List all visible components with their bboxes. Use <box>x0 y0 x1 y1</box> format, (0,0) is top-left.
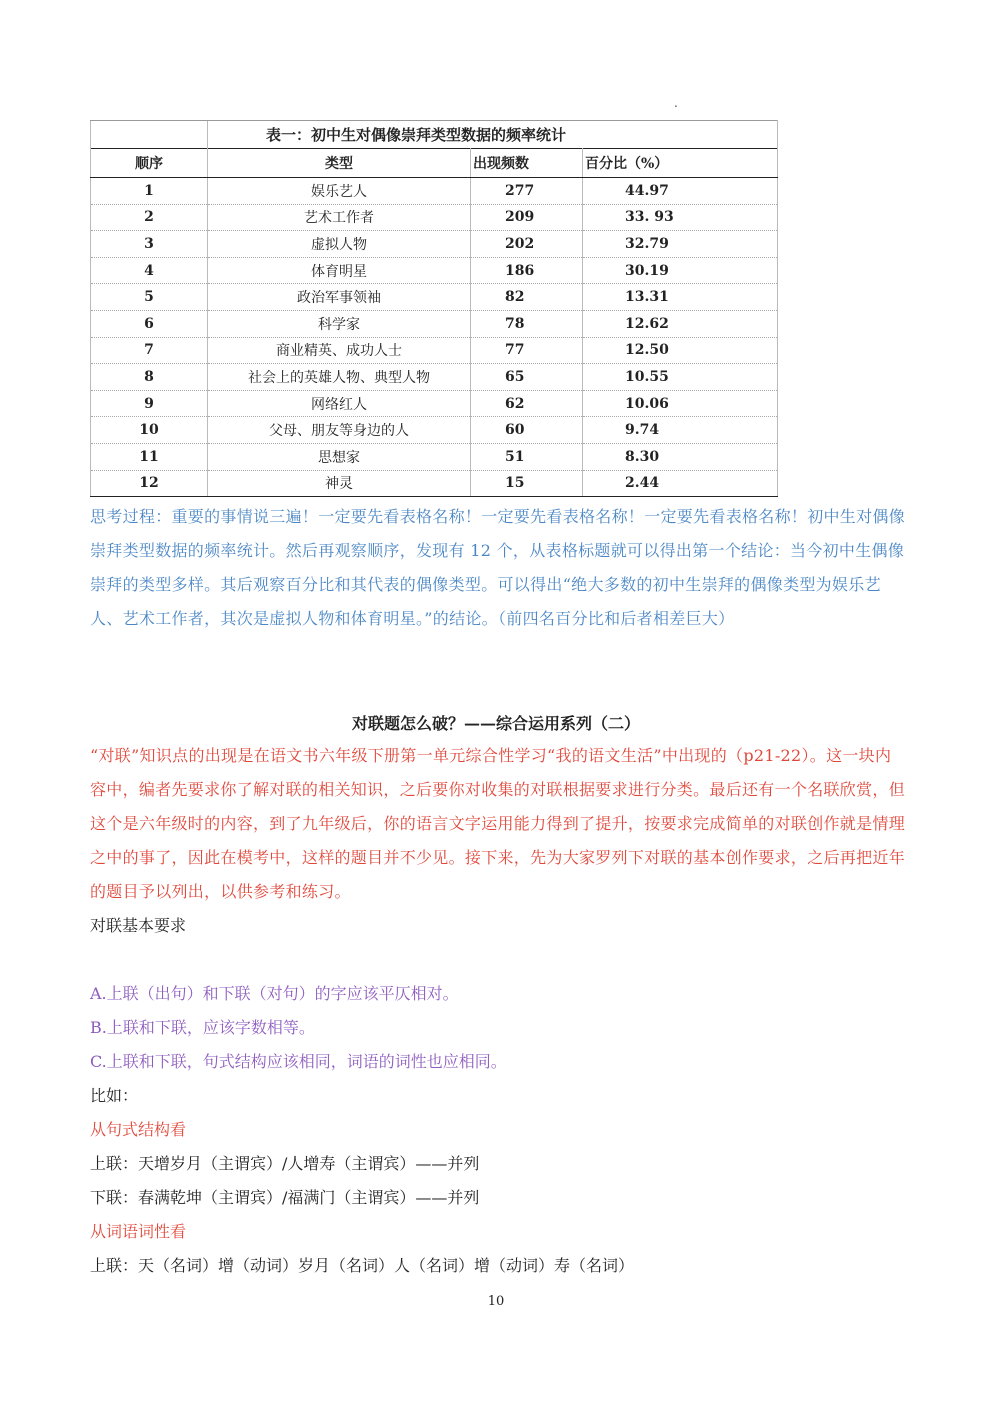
cell-percent: 9.74 <box>583 417 778 444</box>
basic-requirements-label: 对联基本要求 <box>90 916 187 935</box>
table-row <box>91 257 778 284</box>
cell-type: 艺术工作者 <box>208 204 471 231</box>
table-row <box>91 284 778 311</box>
cell-percent: 30.19 <box>583 257 778 284</box>
cell-percent: 2.44 <box>583 470 778 497</box>
cell-percent: 8.30 <box>583 443 778 470</box>
cell-order: 7 <box>91 337 208 364</box>
cell-frequency: 62 <box>471 390 583 417</box>
cell-frequency: 78 <box>471 310 583 337</box>
cell-frequency: 65 <box>471 364 583 391</box>
cell-frequency: 60 <box>471 417 583 444</box>
table-row <box>91 178 778 205</box>
cell-type: 科学家 <box>208 310 471 337</box>
cell-type: 社会上的英雄人物、典型人物 <box>208 364 471 391</box>
cell-type: 虚拟人物 <box>208 231 471 258</box>
cell-type: 体育明星 <box>208 257 471 284</box>
table-row <box>91 390 778 417</box>
intro-paragraph: “对联”知识点的出现是在语文书六年级下册第一单元综合性学习“我的语文生活”中出现的（p21-22）。这一块内容中，编者先要求你了解对联的相关知识，之后要你对收集的对联根据要求进行分类。最后还有一个名联欣赏，但这个是六年级时的内容，到了九年级后，你的语言文字运用能力得到了提升，按要求完成简单的对联创作就是情理之中的事了，因此在模考中，这样的题目并不少见。接下来，先为大家罗列下对联的基本创作要求，之后再把近年的题目予以列出，以供参考和练习。 <box>90 746 906 901</box>
cell-type: 政治军事领袖 <box>208 284 471 311</box>
header-type: 类型 <box>208 149 471 178</box>
thinking-process: 思考过程：重要的事情说三遍！一定要先看表格名称！一定要先看表格名称！一定要先看表格名称！初中生对偶像崇拜类型数据的频率统计。然后再观察顺序，发现有 12 个，从表格标题就可以得出第一个结论：当今初中生偶像崇拜的类型多样。其后观察百分比和其代表的偶像类型。可以得出“绝大多数的初中生崇拜的偶像类型为娱乐艺人、艺术工作者，其次是虚拟人物和体育明星。”的结论。（前四名百分比和后者相差巨大） <box>90 507 906 628</box>
upper-couplet-pos: 上联：天（名词）增（动词）岁月（名词）人（名词）增（动词）寿（名词） <box>90 1256 635 1275</box>
cell-type: 商业精英、成功人士 <box>208 337 471 364</box>
table-title: 表一：初中生对偶像崇拜类型数据的频率统计 <box>208 121 778 149</box>
cell-frequency: 51 <box>471 443 583 470</box>
cell-percent: 10.06 <box>583 390 778 417</box>
cell-order: 12 <box>91 470 208 497</box>
table-row <box>91 310 778 337</box>
idol-frequency-table <box>90 120 778 497</box>
page-number: 10 <box>487 1294 505 1309</box>
cell-percent: 13.31 <box>583 284 778 311</box>
rule-b: B.上联和下联，应该字数相等。 <box>90 1018 315 1037</box>
rule-a: A.上联（出句）和下联（对句）的字应该平仄相对。 <box>90 984 459 1003</box>
cell-type: 神灵 <box>208 470 471 497</box>
pos-label: 从词语词性看 <box>90 1222 187 1241</box>
cell-percent: 44.97 <box>583 178 778 205</box>
cell-order: 4 <box>91 257 208 284</box>
lower-couplet-structure: 下联：春满乾坤（主谓宾）/福满门（主谓宾）——并列 <box>90 1188 480 1207</box>
upper-couplet-structure: 上联：天增岁月（主谓宾）/人增寿（主谓宾）——并列 <box>90 1154 480 1173</box>
page-marker: . <box>674 96 678 110</box>
table-row <box>91 364 778 391</box>
cell-frequency: 15 <box>471 470 583 497</box>
cell-order: 1 <box>91 178 208 205</box>
cell-percent: 32.79 <box>583 231 778 258</box>
cell-percent: 12.50 <box>583 337 778 364</box>
cell-order: 9 <box>91 390 208 417</box>
cell-type: 父母、朋友等身边的人 <box>208 417 471 444</box>
cell-percent: 12.62 <box>583 310 778 337</box>
cell-type: 思想家 <box>208 443 471 470</box>
cell-frequency: 277 <box>471 178 583 205</box>
table-row <box>91 231 778 258</box>
cell-order: 8 <box>91 364 208 391</box>
cell-frequency: 82 <box>471 284 583 311</box>
cell-order: 10 <box>91 417 208 444</box>
cell-percent: 10.55 <box>583 364 778 391</box>
example-label: 比如： <box>90 1086 139 1105</box>
cell-frequency: 202 <box>471 231 583 258</box>
cell-order: 5 <box>91 284 208 311</box>
table-row <box>91 443 778 470</box>
structure-label: 从句式结构看 <box>90 1120 187 1139</box>
table-row <box>91 337 778 364</box>
table-row <box>91 470 778 497</box>
cell-frequency: 186 <box>471 257 583 284</box>
cell-frequency: 77 <box>471 337 583 364</box>
table-row <box>91 204 778 231</box>
cell-type: 网络红人 <box>208 390 471 417</box>
table-row <box>91 417 778 444</box>
rule-c: C.上联和下联，句式结构应该相同，词语的词性也应相同。 <box>90 1052 507 1071</box>
cell-percent: 33. 93 <box>583 204 778 231</box>
cell-order: 3 <box>91 231 208 258</box>
cell-frequency: 209 <box>471 204 583 231</box>
cell-order: 6 <box>91 310 208 337</box>
header-percent: 百分比（%） <box>583 149 778 178</box>
cell-type: 娱乐艺人 <box>208 178 471 205</box>
cell-order: 2 <box>91 204 208 231</box>
header-frequency: 出现频数 <box>471 149 583 178</box>
cell-order: 11 <box>91 443 208 470</box>
header-order: 顺序 <box>91 149 208 178</box>
section-title: 对联题怎么破？——综合运用系列（二） <box>351 714 640 733</box>
